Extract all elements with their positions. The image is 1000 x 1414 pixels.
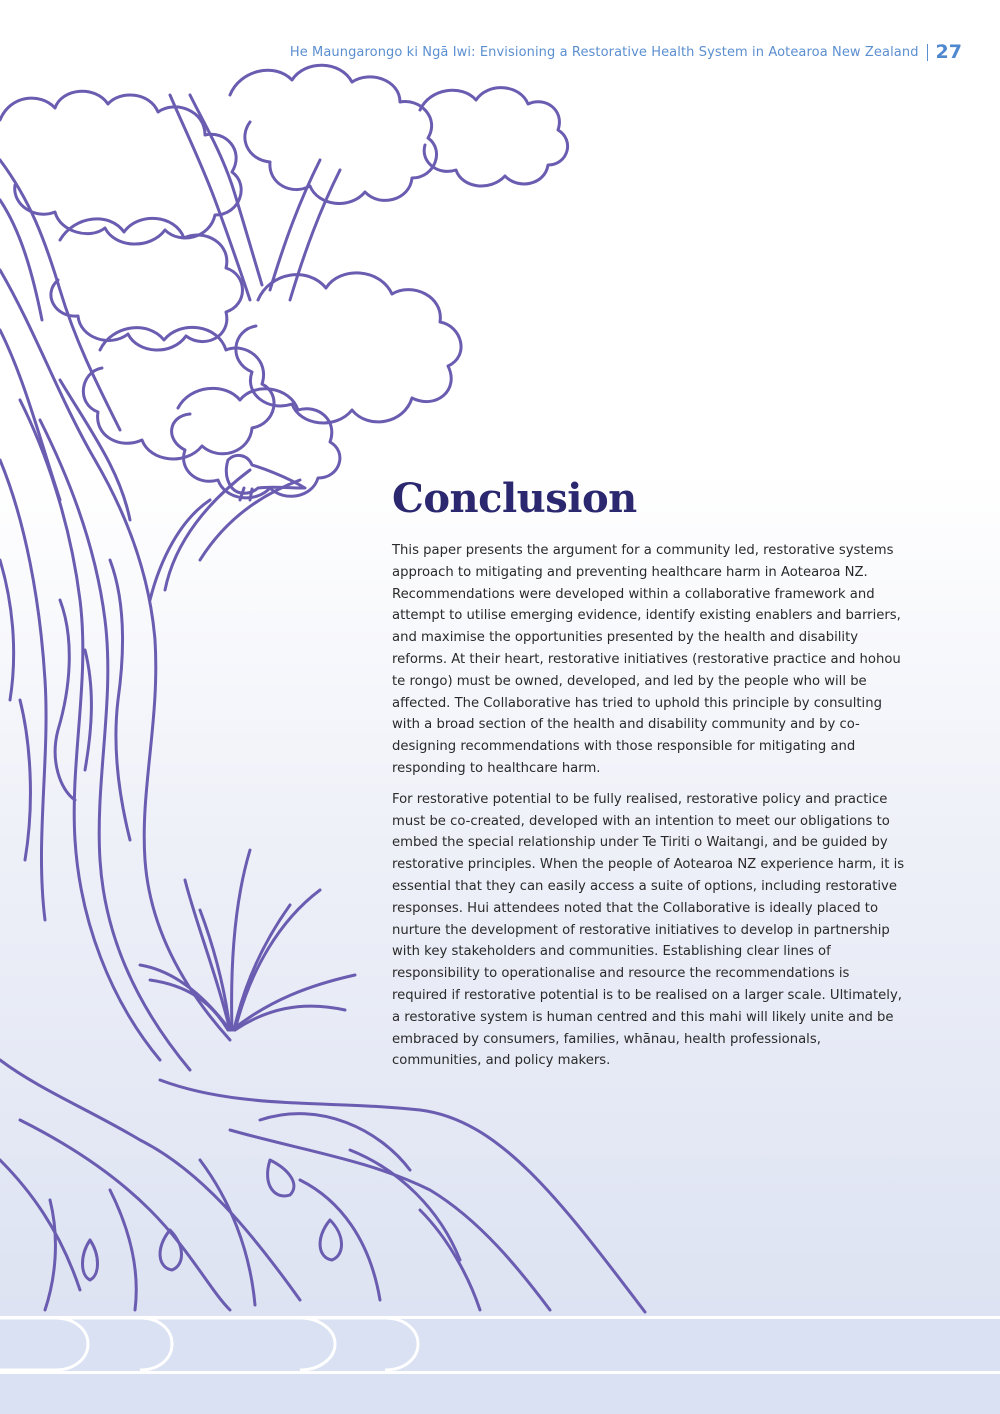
conclusion-section [392,474,907,1081]
running-header [290,40,962,64]
footer-divider [0,1316,1000,1319]
page-number: 27 [935,41,962,63]
canopy-cloud [172,388,340,498]
document-title: He Maungarongo ki Ngā Iwi: Envisioning a Restorative Health System in Aotearoa New Zealand [289,44,919,60]
body-paragraph: For restorative potential to be fully realised, restorative policy and practice must be co-created, developed with an intention to meet our obligations to embed the special relationship under Te Tiriti o Waitangi, and be guided by restorative principles. When the people of Aotearoa NZ experience harm, it is essential that they can easily access a suite of options, including restorative responses. Hui attendees noted that the Collaborative is ideally placed to nurture the development of restorative initiatives to develop in partnership with key stakeholders and communities. Establishing clear lines of responsibility to operationalise and resource the recommendations is required if restorative potential is to be realised on a larger scale. Ultimately, a restorative system is human centred and this mahi will likely unite and be embraced by consumers, families, whānau, health professionals, communities, and policy makers. [392,791,905,1069]
body-paragraph: This paper presents the argument for a community led, restorative systems approach to mitigating and preventing healthcare harm in Aotearoa NZ. Recommendations were developed within a collaborative framework and attempt to utilise emerging evidence, identify existing enablers and barriers, and maximise the opportunities presented by the health and disability reforms. At their heart, restorative initiatives (restorative practice and hohou te rongo) must be owned, developed, and led by the people who will be affected. The Collaborative has tried to uphold this principle by consulting with a broad section of the health and disability community and by co-designing recommendations with those responsible for mitigating and responding to healthcare harm. [392,543,901,776]
header-divider [927,44,928,61]
footer-band [0,1316,1000,1371]
bird-icon [226,455,305,493]
canopy-cloud [420,88,568,186]
canopy-cloud [236,273,461,423]
section-heading: Conclusion [392,475,637,522]
footer-band [0,1374,1000,1414]
